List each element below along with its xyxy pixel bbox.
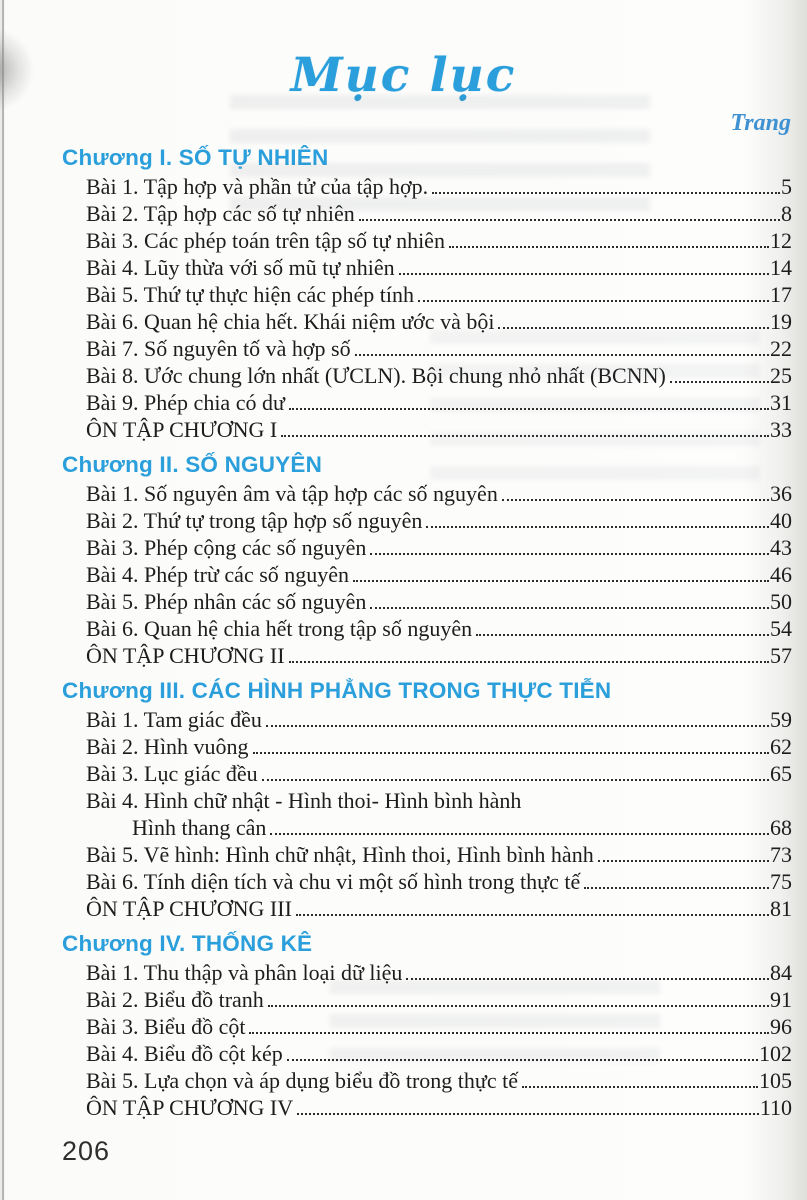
entry-label: Bài 5. Lựa chọn và áp dụng biểu đồ trong thực tế: [86, 1068, 518, 1093]
dotted-leader: [249, 1032, 769, 1034]
dotted-leader: [670, 381, 769, 383]
toc-entry: [62, 615, 792, 642]
entry-page-number: 5: [781, 174, 792, 199]
entry-page-number: 62: [770, 734, 792, 759]
dotted-leader: [355, 354, 769, 356]
toc-entry: [62, 507, 792, 534]
entry-label: Bài 5. Thứ tự thực hiện các phép tính: [86, 282, 415, 307]
dotted-leader: [270, 833, 769, 835]
dotted-leader: [268, 1005, 769, 1007]
entry-label: Bài 1. Tập hợp và phần tử của tập hợp.: [86, 174, 429, 199]
entry-label: Bài 4. Hình chữ nhật - Hình thoi- Hình bình hành: [86, 788, 522, 813]
dotted-leader: [281, 435, 769, 437]
entry-page-number: 110: [759, 1095, 792, 1120]
dotted-leader: [598, 860, 769, 862]
toc-entry: [62, 254, 792, 281]
chapter-heading-4: Chương IV. THỐNG KÊ: [62, 931, 313, 956]
entry-page-number: 8: [781, 201, 792, 226]
dotted-leader: [253, 752, 769, 754]
dotted-leader: [399, 273, 769, 275]
entry-page-number: 31: [770, 390, 792, 415]
dotted-leader: [296, 914, 769, 916]
entry-label: ÔN TẬP CHƯƠNG II: [86, 643, 285, 668]
entry-label: Bài 2. Thứ tự trong tập hợp số nguyên: [86, 508, 423, 533]
dotted-leader: [522, 1086, 758, 1088]
page-column-header: Trang: [730, 110, 791, 136]
entry-label: Bài 7. Số nguyên tố và hợp số: [86, 336, 351, 361]
entry-page-number: 25: [770, 363, 792, 388]
entry-label: Bài 1. Tam giác đều: [86, 707, 262, 732]
entry-label: Bài 3. Biểu đồ cột: [86, 1014, 246, 1039]
toc-entry: [62, 389, 792, 416]
entry-page-number: 68: [770, 815, 792, 840]
dotted-leader: [370, 553, 769, 555]
dotted-leader: [262, 779, 769, 781]
toc-entry: [62, 561, 792, 588]
dotted-leader: [289, 408, 769, 410]
toc-entry: [62, 416, 792, 443]
chapter-heading-2: Chương II. SỐ NGUYÊN: [62, 452, 323, 477]
dotted-leader: [502, 499, 769, 501]
entry-page-number: 81: [770, 896, 792, 921]
entry-label: Bài 2. Biểu đồ tranh: [86, 987, 264, 1012]
entry-page-number: 73: [770, 842, 792, 867]
toc-entry: [62, 642, 792, 669]
entry-page-number: 43: [770, 535, 792, 560]
toc-entry: [62, 335, 792, 362]
toc-entry: [62, 1013, 792, 1040]
entry-page-number: 14: [770, 255, 792, 280]
dotted-leader: [476, 634, 769, 636]
entry-label: Bài 9. Phép chia có dư: [86, 390, 285, 415]
dotted-leader: [449, 246, 769, 248]
dotted-leader: [266, 725, 769, 727]
toc-entry: [62, 706, 792, 733]
entry-label: Bài 2. Hình vuông: [86, 734, 249, 759]
dotted-leader: [406, 978, 769, 980]
toc-entry: [62, 868, 792, 895]
entry-page-number: 50: [770, 589, 792, 614]
entry-label: Bài 2. Tập hợp các số tự nhiên: [86, 201, 355, 226]
entry-label: Bài 1. Số nguyên âm và tập hợp các số nguyên: [86, 481, 498, 506]
toc-entry: [62, 1040, 792, 1067]
toc-entry: [62, 534, 792, 561]
entry-page-number: 54: [770, 616, 792, 641]
dotted-leader: [584, 887, 769, 889]
entry-page-number: 17: [770, 282, 792, 307]
dotted-leader: [359, 219, 780, 221]
toc-entry: [62, 308, 792, 335]
toc-entry-continuation: [62, 814, 792, 841]
dotted-leader: [426, 526, 769, 528]
entry-label: Bài 6. Quan hệ chia hết trong tập số nguyên: [86, 616, 473, 641]
dotted-leader: [418, 300, 769, 302]
toc-entry: [62, 281, 792, 308]
entry-label: Bài 8. Ước chung lớn nhất (ƯCLN). Bội chung nhỏ nhất (BCNN): [86, 363, 666, 388]
dotted-leader: [432, 192, 780, 194]
toc-entry: [62, 733, 792, 760]
entry-label: ÔN TẬP CHƯƠNG IV: [86, 1095, 294, 1120]
dotted-leader: [353, 580, 769, 582]
page-title: Mục lục: [290, 48, 517, 103]
toc-entry: [62, 173, 792, 200]
dotted-leader: [289, 661, 769, 663]
toc-entry: [62, 895, 792, 922]
entry-label: ÔN TẬP CHƯƠNG III: [86, 896, 292, 921]
dotted-leader: [287, 1059, 758, 1061]
entry-label: Hình thang cân: [132, 815, 267, 840]
table-of-contents: [0, 144, 807, 1121]
entry-page-number: 91: [770, 987, 792, 1012]
entry-page-number: 59: [770, 707, 792, 732]
entry-page-number: 75: [770, 869, 792, 894]
entry-label: Bài 6. Tính diện tích và chu vi một số hình trong thực tế: [86, 869, 581, 894]
chapter-heading-1: Chương I. SỐ TỰ NHIÊN: [62, 145, 329, 170]
entry-page-number: 40: [770, 508, 792, 533]
entry-label: Bài 4. Phép trừ các số nguyên: [86, 562, 350, 587]
entry-page-number: 46: [770, 562, 792, 587]
entry-page-number: 12: [770, 228, 792, 253]
toc-entry: [62, 480, 792, 507]
entry-page-number: 36: [770, 481, 792, 506]
entry-page-number: 96: [770, 1014, 792, 1039]
entry-label: Bài 6. Quan hệ chia hết. Khái niệm ước và bội: [86, 309, 495, 334]
entry-label: Bài 1. Thu thập và phân loại dữ liệu: [86, 960, 403, 985]
entry-label: ÔN TẬP CHƯƠNG I: [86, 417, 278, 442]
toc-entry: [62, 1094, 792, 1121]
page-number: 206: [62, 1136, 111, 1166]
toc-entry: [62, 227, 792, 254]
toc-entry: [62, 787, 792, 814]
entry-label: Bài 4. Lũy thừa với số mũ tự nhiên: [86, 255, 395, 280]
chapter-heading-3: Chương III. CÁC HÌNH PHẲNG TRONG THỰC TIỄN: [62, 678, 612, 703]
dotted-leader: [297, 1113, 759, 1115]
toc-entry: [62, 588, 792, 615]
toc-entry: [62, 986, 792, 1013]
entry-label: Bài 3. Lục giác đều: [86, 761, 258, 786]
entry-label: Bài 5. Phép nhân các số nguyên: [86, 589, 367, 614]
toc-entry: [62, 1067, 792, 1094]
entry-page-number: 84: [770, 960, 792, 985]
entry-label: Bài 4. Biểu đồ cột kép: [86, 1041, 283, 1066]
entry-page-number: 33: [770, 417, 792, 442]
entry-page-number: 102: [759, 1041, 792, 1066]
dotted-leader: [370, 607, 769, 609]
entry-label: Bài 3. Các phép toán trên tập số tự nhiên: [86, 228, 445, 253]
dotted-leader: [498, 327, 769, 329]
toc-entry: [62, 200, 792, 227]
scan-edge-line: [2, 0, 4, 1200]
toc-entry: [62, 362, 792, 389]
entry-page-number: 65: [770, 761, 792, 786]
entry-page-number: 105: [759, 1068, 792, 1093]
entry-page-number: 57: [770, 643, 792, 668]
toc-entry: [62, 841, 792, 868]
entry-page-number: 22: [770, 336, 792, 361]
entry-page-number: 19: [770, 309, 792, 334]
toc-entry: [62, 760, 792, 787]
toc-entry: [62, 959, 792, 986]
entry-label: Bài 5. Vẽ hình: Hình chữ nhật, Hình thoi, Hình bình hành: [86, 842, 594, 867]
entry-label: Bài 3. Phép cộng các số nguyên: [86, 535, 367, 560]
